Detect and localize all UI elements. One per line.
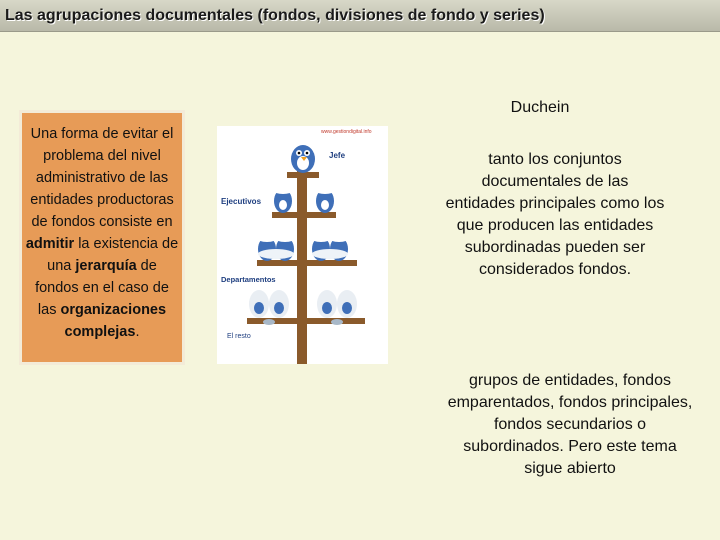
author-name: Duchein — [510, 99, 570, 116]
label-departamentos: Departamentos — [221, 275, 276, 284]
text-segment: de fondos en el caso de las — [35, 258, 169, 318]
label-resto: El resto — [227, 333, 251, 340]
paragraph-2: grupos de entidades, fondos emparentados, fondos principales, fondos secundarios o subordinados. Pero este tema sigue abierto — [447, 372, 693, 477]
paragraph-1: tanto los conjuntos documentales de las entidades principales como los que producen las entidades subordinadas pueden ser considerados fondos. — [445, 151, 665, 278]
orange-box-text — [25, 123, 179, 343]
cartoon-credit: www.gestiondigital.info — [321, 129, 372, 135]
text-segment: . — [135, 324, 140, 340]
bird-boss — [291, 145, 315, 173]
hierarchy-cartoon — [217, 126, 388, 364]
slide-title: Las agrupaciones documentales (fondos, divisiones de fondo y series) — [5, 7, 545, 24]
bold-term-admitir: admitir — [25, 236, 75, 252]
text-segment: Una forma de evitar el problema del nivel administrativo de las entidades productoras de fondos consiste en — [30, 126, 174, 230]
title-bar — [0, 0, 720, 32]
hierarchy-cartoon-svg — [217, 126, 388, 364]
bold-term-organizaciones: organizaciones complejas — [60, 302, 167, 340]
branch-departments — [257, 260, 357, 266]
label-ejecutivos: Ejecutivos — [221, 197, 262, 206]
orange-text-box — [19, 110, 185, 365]
label-jefe: Jefe — [329, 151, 346, 160]
branch-executives — [272, 212, 336, 218]
text-segment: la existencia de una — [47, 236, 179, 274]
bold-term-jerarquia: jerarquía — [75, 258, 137, 274]
